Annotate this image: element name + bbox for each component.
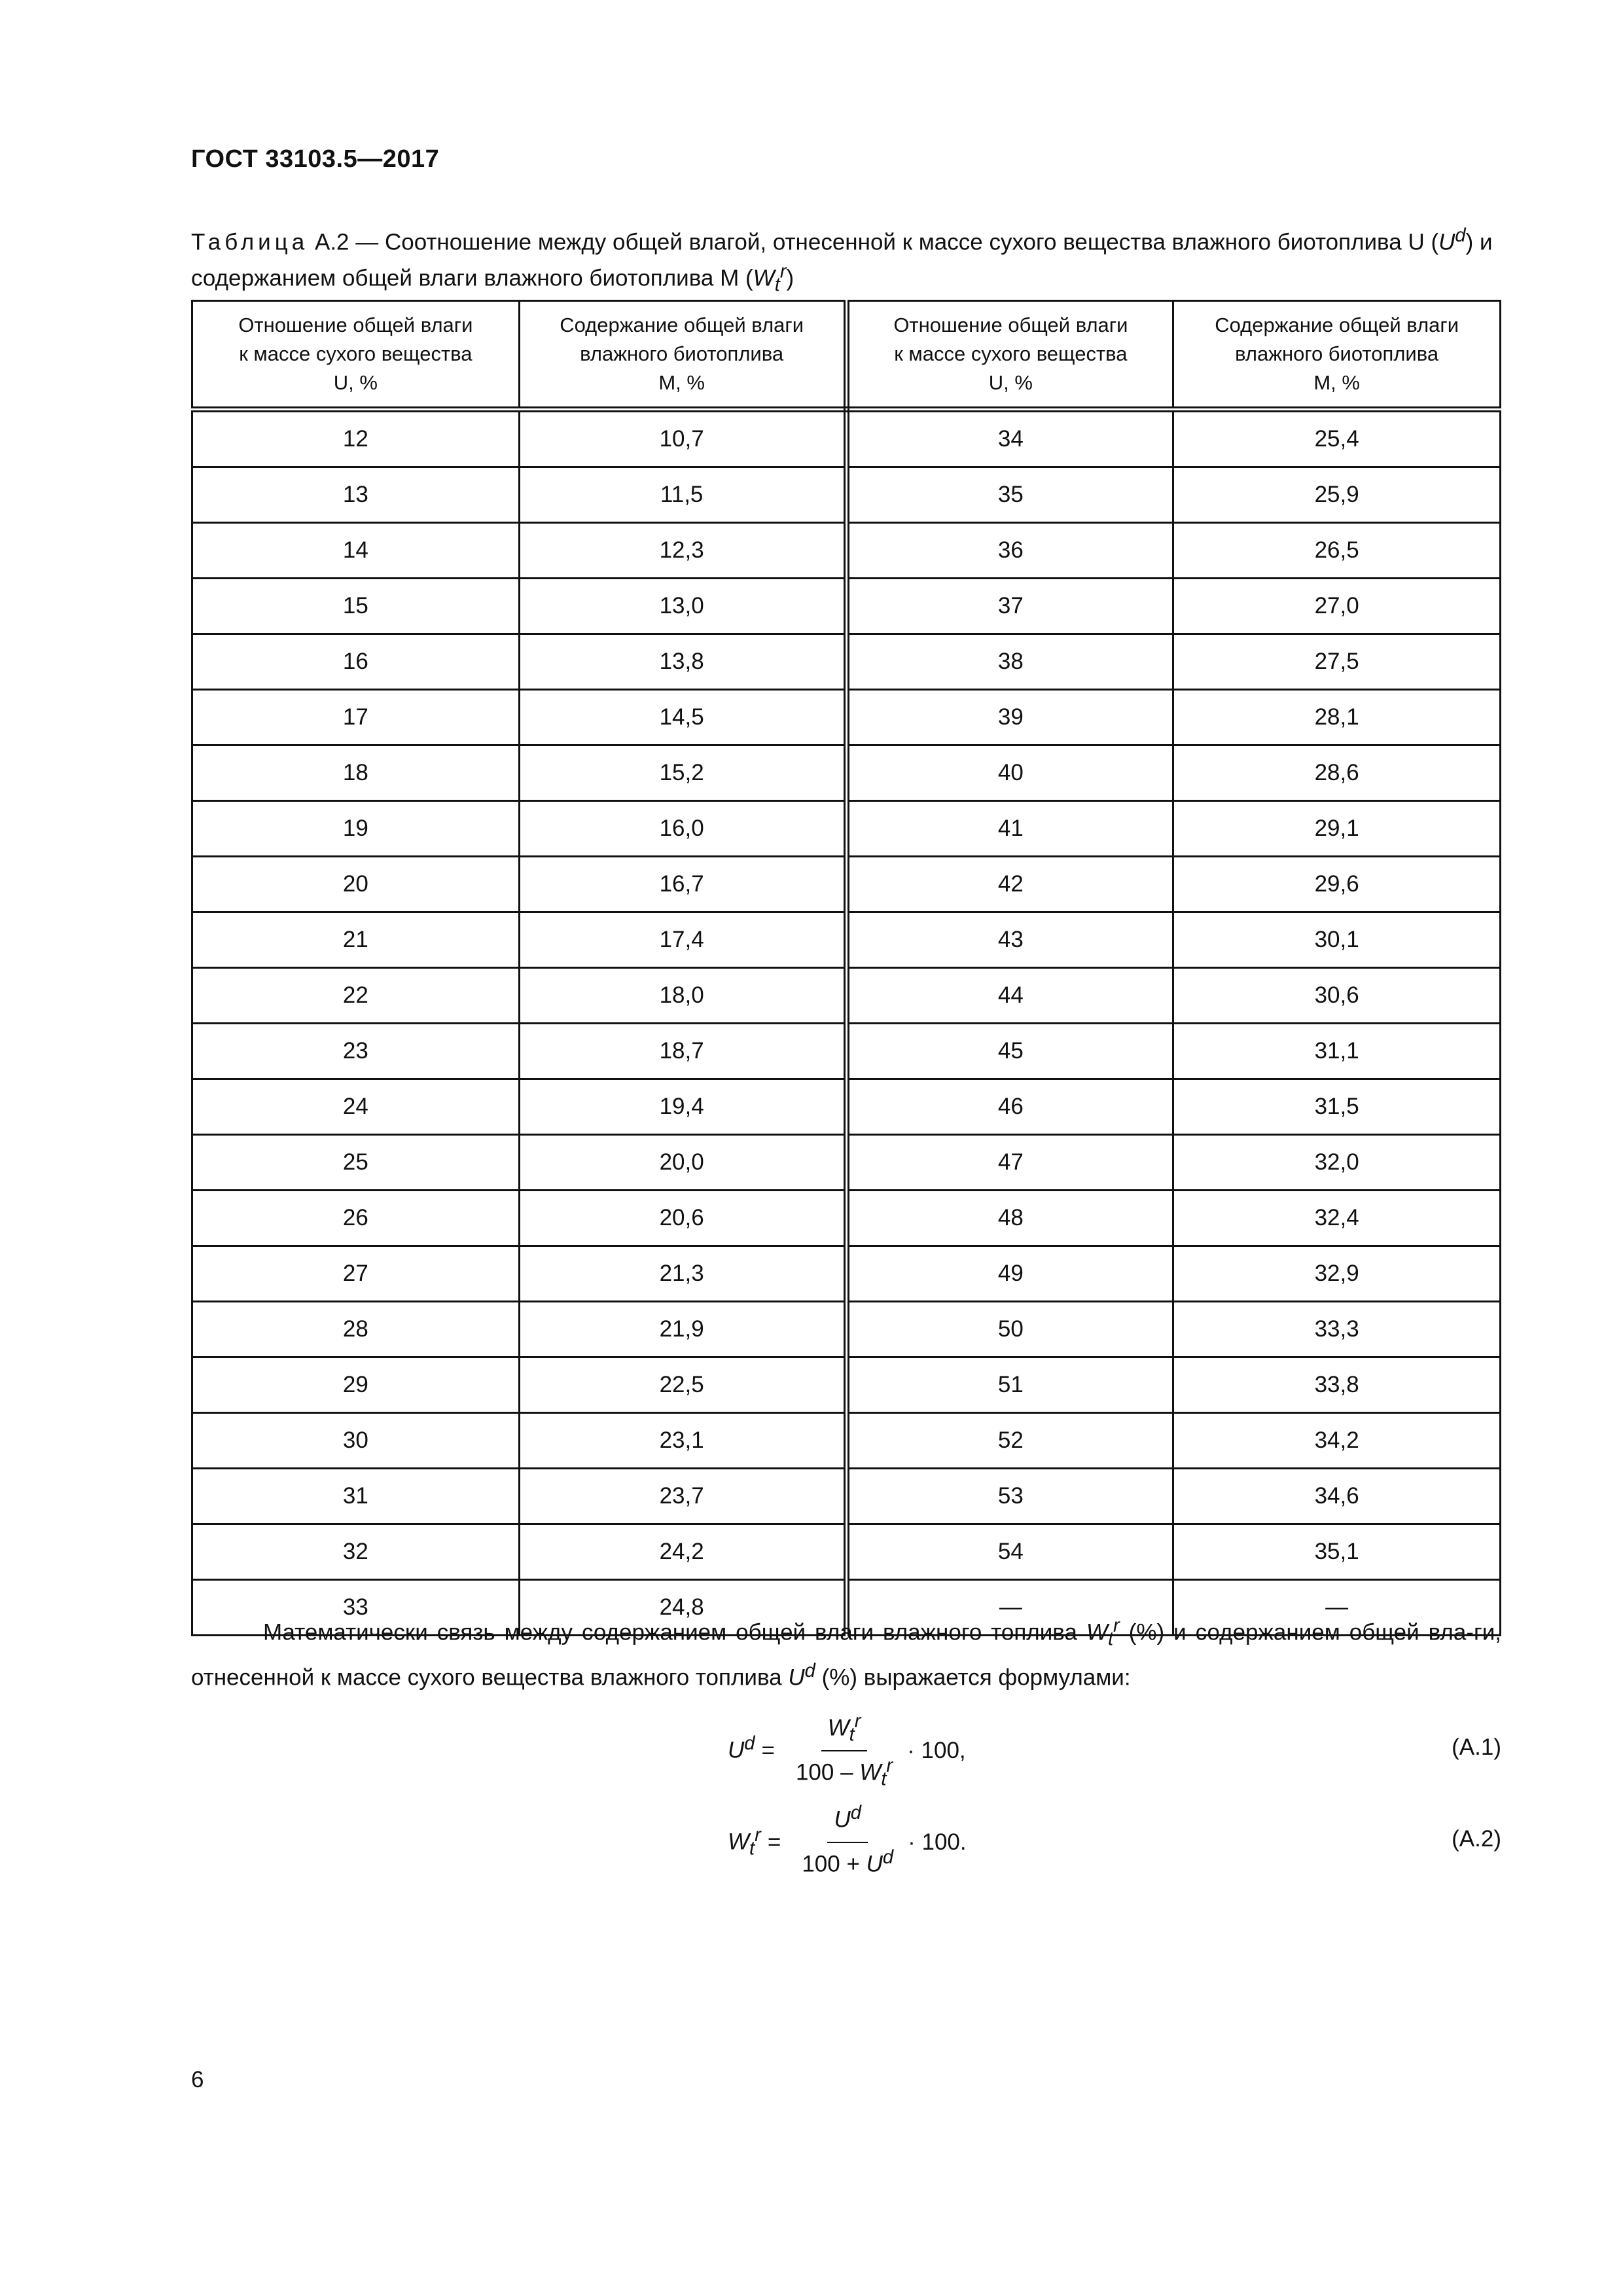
column-header-line: U, % [333,371,378,394]
table-cell: 14,5 [519,690,846,745]
table-cell: 33 [192,1580,520,1636]
column-header-line: Отношение общей влаги [238,314,473,336]
table-cell: 21 [192,912,520,968]
table-cell: 35 [846,467,1173,523]
formula-intro-paragraph [191,1610,1501,1693]
table-cell: 18,0 [519,968,846,1024]
table-cell: 27 [192,1246,520,1302]
column-header-line: M, % [1313,371,1360,394]
formula-tail: · 100, [907,1738,966,1763]
fraction-denominator [795,1843,900,1882]
table-cell: 17,4 [519,912,846,968]
caption-wt-sup: r [779,260,787,282]
table-cell: 21,9 [519,1302,846,1357]
column-header-line: влажного биотоплива [580,342,784,365]
caption-text-end: ) [786,265,794,291]
table-cell: 48 [846,1191,1173,1246]
math-subscript: t [849,1725,855,1746]
math-symbol: W [827,1715,849,1741]
table-cell: 16 [192,634,520,690]
column-header-line: Содержание общей влаги [1215,314,1459,336]
table-row [192,801,1501,857]
moisture-table [191,300,1501,1636]
column-header [1173,301,1501,410]
table-cell: — [846,1580,1173,1636]
caption-ud-symbol: U [1438,229,1455,255]
table-cell: 26 [192,1191,520,1246]
math-symbol: U [866,1851,883,1877]
fraction-numerator [821,1711,868,1751]
table-cell: 19 [192,801,520,857]
table-cell: 21,3 [519,1246,846,1302]
table-cell: 33,8 [1173,1357,1501,1413]
table-cell: 24 [192,1079,520,1135]
table-cell: 29,1 [1173,801,1501,857]
table-cell: 38 [846,634,1173,690]
table-cell: 43 [846,912,1173,968]
table-cell: 28,1 [1173,690,1501,745]
caption-text-before: А.2 — Соотношение между общей влагой, отнесенной к массе сухого вещества влажного биотоплива U ( [314,229,1439,255]
table-cell: 42 [846,857,1173,912]
table-cell: 18 [192,745,520,801]
table-cell: 49 [846,1246,1173,1302]
table-cell: 52 [846,1413,1173,1469]
math-symbol: U [834,1807,851,1833]
para-w-sup: r [1113,1615,1120,1636]
table-cell: 12,3 [519,523,846,579]
fraction [795,1803,900,1882]
table-cell: 20,0 [519,1135,846,1191]
table-cell: 24,2 [519,1524,846,1580]
formula-expression [728,1711,966,1790]
math-superscript: r [886,1755,893,1776]
table-cell: 26,5 [1173,523,1501,579]
table-row [192,1413,1501,1469]
math-symbol: W [728,1829,750,1855]
table-cell: 32,9 [1173,1246,1501,1302]
column-header-line: M, % [658,371,705,394]
table-cell: 45 [846,1024,1173,1079]
moisture-table-container [191,300,1501,1636]
table-cell: 14 [192,523,520,579]
table-cell: 32 [192,1524,520,1580]
table-cell: 15,2 [519,745,846,801]
table-cell: 30,6 [1173,968,1501,1024]
denominator-prefix: 100 + [802,1851,866,1877]
table-row [192,1524,1501,1580]
table-cell: 13,8 [519,634,846,690]
table-cell: 23,7 [519,1469,846,1524]
table-cell: 31,1 [1173,1024,1501,1079]
table-cell: 46 [846,1079,1173,1135]
table-cell: 39 [846,690,1173,745]
table-cell: 31 [192,1469,520,1524]
table-row [192,1079,1501,1135]
denominator-prefix: 100 – [795,1759,860,1785]
table-cell: — [1173,1580,1501,1636]
table-cell: 18,7 [519,1024,846,1079]
table-body [192,410,1501,1636]
formula-number: (А.2) [1452,1826,1501,1852]
table-cell: 37 [846,579,1173,634]
table-cell: 32,0 [1173,1135,1501,1191]
column-header [519,301,846,410]
table-cell: 34 [846,410,1173,467]
table-row [192,579,1501,634]
table-cell: 30,1 [1173,912,1501,968]
table-cell: 23 [192,1024,520,1079]
page-number: 6 [191,2067,204,2092]
caption-label: Таблица [191,229,309,255]
math-subscript: t [749,1838,755,1859]
column-header [192,301,520,410]
table-row [192,1191,1501,1246]
caption-wt-symbol: W [753,265,775,291]
para-part1: Математически связь между содержанием общей влаги влажного топлива [263,1619,1086,1645]
table-cell: 16,7 [519,857,846,912]
para-w-symbol: W [1086,1619,1108,1645]
formula-tail: · 100. [908,1829,967,1855]
column-header [846,301,1173,410]
table-cell: 44 [846,968,1173,1024]
table-cell: 35,1 [1173,1524,1501,1580]
formula [191,1803,1501,1878]
table-cell: 22,5 [519,1357,846,1413]
para-u-symbol: U [788,1664,805,1691]
para-part3: (%) выражается формулами: [815,1664,1131,1691]
table-row [192,912,1501,968]
table-cell: 22 [192,968,520,1024]
table-cell: 11,5 [519,467,846,523]
formula-number: (А.1) [1452,1734,1501,1760]
table-cell: 50 [846,1302,1173,1357]
column-header-line: влажного биотоплива [1235,342,1439,365]
math-symbol: W [859,1759,882,1785]
para-w-sub: t [1107,1628,1114,1650]
table-cell: 40 [846,745,1173,801]
table-row [192,634,1501,690]
table-row [192,690,1501,745]
table-cell: 30 [192,1413,520,1469]
table-cell: 13,0 [519,579,846,634]
table-cell: 54 [846,1524,1173,1580]
table-cell: 24,8 [519,1580,846,1636]
table-cell: 29,6 [1173,857,1501,912]
table-cell: 25,9 [1173,467,1501,523]
formula [191,1711,1501,1790]
math-superscript: d [850,1803,861,1824]
math-superscript: d [882,1847,894,1868]
column-header-line: Содержание общей влаги [560,314,804,336]
table-cell: 31,5 [1173,1079,1501,1135]
table-row [192,1135,1501,1191]
table-caption [191,221,1507,299]
fraction-denominator [789,1751,899,1791]
table-row [192,1024,1501,1079]
table-cell: 27,0 [1173,579,1501,634]
column-header-line: к массе сухого вещества [239,342,473,365]
table-header-row [192,301,1501,410]
table-cell: 41 [846,801,1173,857]
formula-expression [728,1803,967,1878]
table-cell: 28,6 [1173,745,1501,801]
table-row [192,1469,1501,1524]
math-superscript: d [744,1733,755,1755]
column-header-line: Отношение общей влаги [893,314,1128,336]
table-row [192,968,1501,1024]
table-cell: 34,6 [1173,1469,1501,1524]
math-superscript: r [755,1825,761,1846]
table-cell: 10,7 [519,410,846,467]
table-cell: 16,0 [519,801,846,857]
table-cell: 53 [846,1469,1173,1524]
column-header-line: U, % [988,371,1033,394]
table-cell: 25,4 [1173,410,1501,467]
table-cell: 33,3 [1173,1302,1501,1357]
fraction [789,1711,899,1790]
table-row [192,467,1501,523]
table-cell: 17 [192,690,520,745]
table-cell: 36 [846,523,1173,579]
formula-lhs [728,1733,755,1768]
table-cell: 28 [192,1302,520,1357]
caption-wt-sub: t [774,274,780,296]
table-row [192,1246,1501,1302]
math-subscript: t [881,1768,887,1790]
table-cell: 29 [192,1357,520,1413]
table-cell: 15 [192,579,520,634]
table-cell: 34,2 [1173,1413,1501,1469]
math-symbol: U [728,1737,745,1763]
table-cell: 47 [846,1135,1173,1191]
caption-text-mid: ) и содержанием общей влаги влажного биотоплива M ( [191,229,1493,291]
formula-lhs [728,1825,761,1860]
table-row [192,857,1501,912]
equals-sign: = [767,1829,781,1855]
table-cell: 51 [846,1357,1173,1413]
table-cell: 23,1 [519,1413,846,1469]
table-cell: 27,5 [1173,634,1501,690]
table-cell: 13 [192,467,520,523]
table-cell: 19,4 [519,1079,846,1135]
para-u-sup: d [804,1660,815,1681]
table-cell: 20,6 [519,1191,846,1246]
caption-ud-sup: d [1455,225,1466,246]
document-header: ГОСТ 33103.5—2017 [191,145,440,173]
fraction-numerator [827,1803,868,1843]
table-cell: 32,4 [1173,1191,1501,1246]
table-cell: 12 [192,410,520,467]
table-cell: 25 [192,1135,520,1191]
table-row [192,745,1501,801]
table-row [192,410,1501,467]
column-header-line: к массе сухого вещества [894,342,1128,365]
para-part2: (%) и содержанием общей вла-ги, отнесенной к массе сухого вещества влажного топлива [191,1619,1501,1691]
math-superscript: r [854,1711,861,1732]
table-cell: 20 [192,857,520,912]
table-row [192,1302,1501,1357]
table-row [192,523,1501,579]
table-row [192,1357,1501,1413]
equals-sign: = [761,1738,775,1763]
